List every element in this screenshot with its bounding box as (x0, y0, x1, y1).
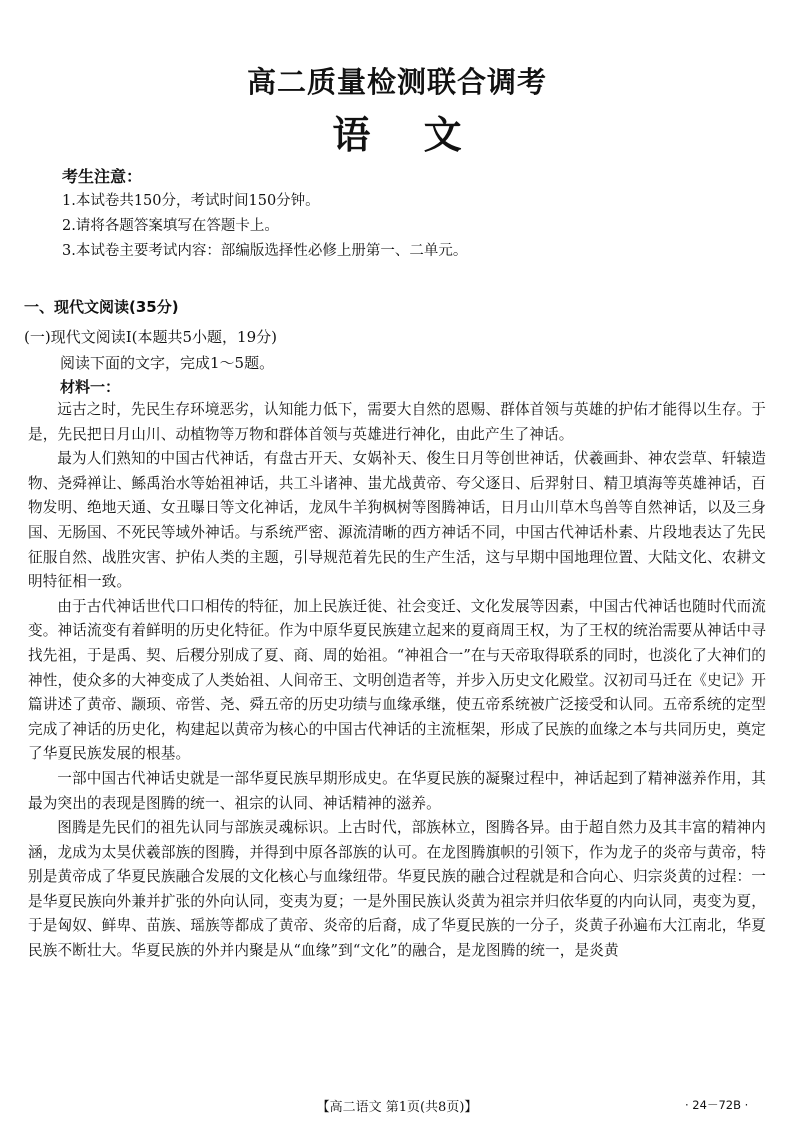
notice-item: 2.请将各题答案填写在答题卡上。 (62, 218, 279, 234)
page-footer: 【高二语文 第1页(共8页)】 (316, 1100, 478, 1115)
subject-title: 语 文 (332, 113, 462, 157)
passage-paragraph: 远古之时，先民生存环境恶劣，认知能力低下，需要大自然的恩赐、群体首领与英雄的护佑才能得以生存。于是，先民把日月山川、动植物等万物和群体首领与英雄进行神化，由此产生了神话。 (28, 401, 766, 443)
exam-title: 高二质量检测联合调考 (246, 65, 547, 99)
notice-item: 3.本试卷主要考试内容：部编版选择性必修上册第一、二单元。 (62, 243, 468, 259)
section-heading: 一、现代文阅读(35分) (24, 298, 179, 316)
notice-item: 1.本试卷共150分，考试时间150分钟。 (62, 193, 320, 209)
passage-paragraph: 由于古代神话世代口口相传的特征，加上民族迁徙、社会变迁、文化发展等因素，中国古代神话也随时代而流变。神话流变有着鲜明的历史化特征。作为中原华夏民族建立起来的夏商周王权，为了王权的统治需要从神话中寻找先祖，于是禹、契、后稷分别成了夏、商、周的始祖。“神祖合一”在与天帝取得联系的同时，也淡化了大神们的神性，使众多的大神变成了人类始祖、人间帝王、文明创造者等，并步入历史文化殿堂。汉初司马迁在《史记》开篇讲述了黄帝、颛顼、帝喾、尧、舜五帝的历史功绩与血缘承继，使五帝系统被广泛接受和认同。五帝系统的定型完成了神话的历史化，构建起以黄帝为核心的中国古代神话的主流框架，形成了民族的血缘之本与共同历史，奠定了华夏民族发展的根基。 (28, 597, 766, 763)
passage-paragraph: 最为人们熟知的中国古代神话，有盘古开天、女娲补天、俊生日月等创世神话，伏羲画卦、神农尝草、轩辕造物、尧舜禅让、鲧禹治水等始祖神话，共工斗诸神、蚩尤战黄帝、夸父逐日、后羿射日、精卫填海等英雄神话，百物发明、绝地天通、女丑曝日等文化神话，龙凤牛羊狗枫树等图腾神话，日月山川草木鸟兽等自然神话，以及三身国、无肠国、不死民等域外神话。与系统严密、源流清晰的西方神话不同，中国古代神话朴素、片段地表达了先民征服自然、战胜灾害、护佑人类的主题，引导规范着先民的生产生活，这与早期中国地理位置、大陆文化、农耕文明特征相一致。 (28, 450, 766, 591)
reading-instruction: 阅读下面的文字，完成1～5题。 (60, 354, 275, 372)
exam-notice (62, 164, 762, 264)
passage-paragraph: 图腾是先民们的祖先认同与部族灵魂标识。上古时代，部族林立，图腾各异。由于超自然力及其丰富的精神内涵，龙成为太昊伏羲部族的图腾，并得到中原各部族的认可。在龙图腾旗帜的引领下，作为龙子的炎帝与黄帝，特别是黄帝成了华夏民族融合发展的文化核心与血缘纽带。华夏民族的融合过程就是和合向心、归宗炎黄的过程：一是华夏民族向外兼并扩张的外向认同，变夷为夏；一是外围民族认炎黄为祖宗并归依华夏的内向认同，夷变为夏，于是匈奴、鲜卑、苗族、瑶族等都成了黄帝、炎帝的后裔，成了华夏民族的一分子，炎黄子孙遍布大江南北，华夏民族不断壮大。华夏民族的外并内聚是从“血缘”到“文化”的融合，是龙图腾的统一，是炎黄 (28, 819, 766, 960)
material-label: 材料一： (60, 378, 121, 396)
passage-paragraph: 一部中国古代神话史就是一部华夏民族早期形成史。在华夏民族的凝聚过程中，神话起到了精神滋养作用，其最为突出的表现是图腾的统一、祖宗的认同、神话精神的滋养。 (28, 769, 766, 812)
notice-heading: 考生注意： (62, 167, 143, 186)
subsection-heading: (一)现代文阅读Ⅰ(本题共5小题，19分) (24, 328, 277, 346)
passage-body (28, 398, 766, 964)
exam-code: · 24－72B · (685, 1098, 749, 1112)
